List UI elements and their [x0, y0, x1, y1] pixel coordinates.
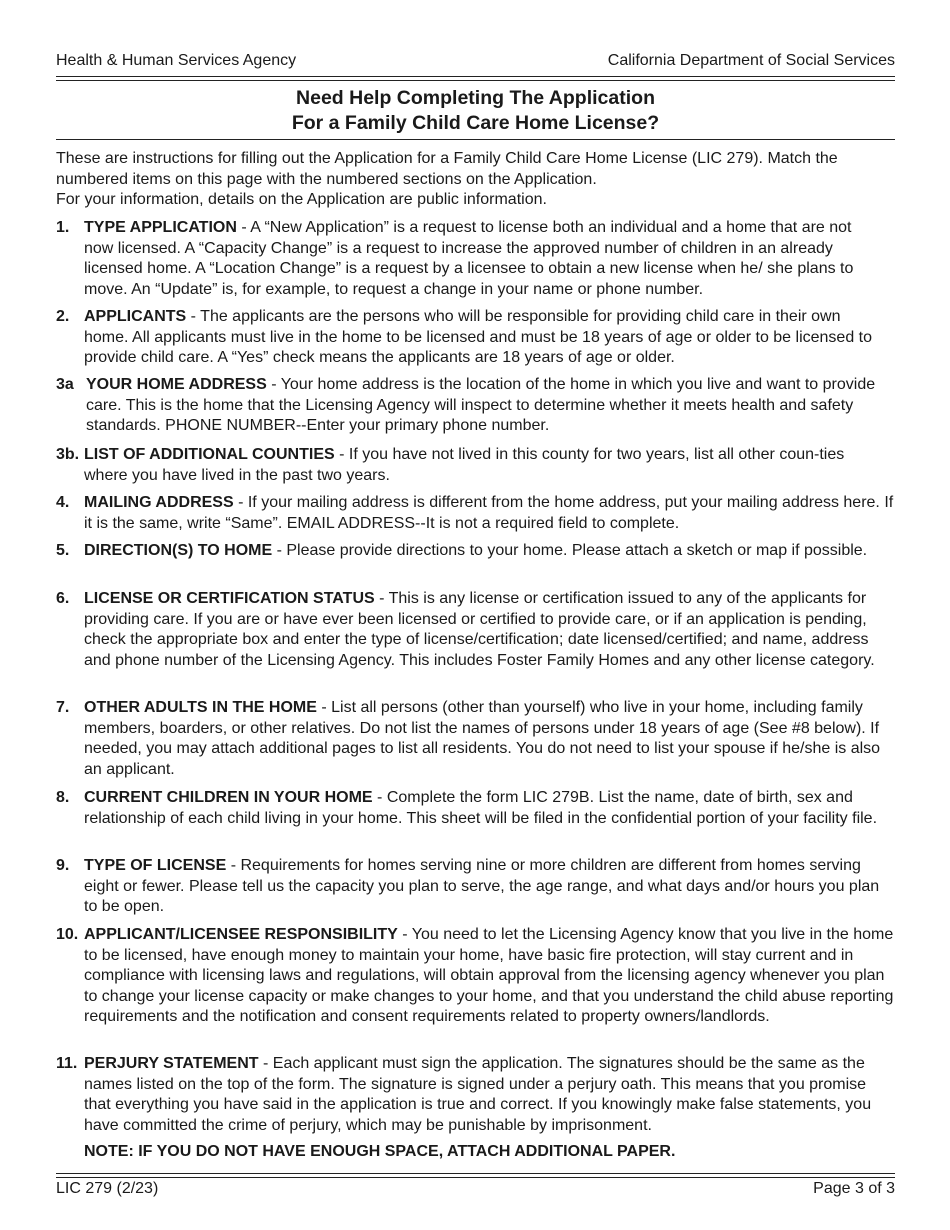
note-text: NOTE: IF YOU DO NOT HAVE ENOUGH SPACE, ATTACH ADDITIONAL PAPER.: [84, 1143, 676, 1160]
page-title: Need Help Completing The Application For a Family Child Care Home License?: [291, 87, 660, 134]
title-divider: [56, 139, 895, 140]
item-heading: APPLICANT/LICENSEE RESPONSIBILITY: [84, 926, 398, 943]
department-name: California Department of Social Services: [607, 52, 895, 69]
form-number: LIC 279 (2/23): [56, 1180, 159, 1197]
list-item: 11. PERJURY STATEMENT - Each applicant must sign the application. The signatures should be the same as the names listed on the top of the form. The signature is signed under a perjury oath. This means that you promise that everything you have said in the application is true and correct. If you knowingly make false statements, you have committed the crime of perjury, which may be punishable by imprisonment.: [56, 1055, 872, 1134]
intro-text: These are instructions for filling out the Application for a Family Child Care Home License (LIC 279). Match the numbered items on this page with the numbered sections on the Application. For your information, details on the Application are public information.: [56, 150, 838, 208]
footer-divider: [56, 1173, 895, 1178]
list-item: 7. OTHER ADULTS IN THE HOME - List all persons (other than yourself) who live in your home, including family members, boarders, or other relatives. Do not list the names of persons under 18 years of age (See #8 below). If needed, you may attach additional pages to list all residents. You do not need to list your spouse if he/she is also an applicant.: [56, 699, 881, 778]
list-item: 6. LICENSE OR CERTIFICATION STATUS - This is any license or certification issued to any of the applicants for providing care. If you are or have ever been licensed or certified to provide care, or if an application is pending, check the appropriate box and enter the type of license/certification; date licensed/certified; and name, address and phone number of the Licensing Agency. This includes Foster Family Homes and any other license category.: [56, 590, 875, 669]
list-item: 3b. LIST OF ADDITIONAL COUNTIES - If you have not lived in this county for two years, list all other coun-ties where you have lived in the past two years.: [56, 446, 845, 484]
list-item: 8. CURRENT CHILDREN IN YOUR HOME - Complete the form LIC 279B. List the name, date of birth, sex and relationship of each child living in your home. This sheet will be filed in the confidential portion of your facility file.: [56, 789, 878, 827]
item-heading: LICENSE OR CERTIFICATION STATUS: [84, 590, 375, 607]
item-heading: YOUR HOME ADDRESS: [86, 376, 267, 393]
list-item: 10. APPLICANT/LICENSEE RESPONSIBILITY - You need to let the Licensing Agency know that you live in the home to be licensed, have enough money to maintain your home, have basic fire protection, will stay current and in compliance with licensing laws and regulations, will obtain approval from the licensing agency whenever you plan to change your license capacity or make changes to your home, and that you understand the child abuse reporting requirements and the notification and consent requirements related to property owners/landlords.: [56, 926, 894, 1025]
agency-name: Health & Human Services Agency: [56, 52, 297, 69]
list-item: 4. MAILING ADDRESS - If your mailing address is different from the home address, put your mailing address here. If it is the same, write “Same”. EMAIL ADDRESS--It is not a required field to complete.: [56, 494, 894, 532]
page-header: [56, 52, 895, 70]
list-item: 2. APPLICANTS - The applicants are the persons who will be responsible for providing child care in their own home. All applicants must live in the home to be licensed and must be 18 years of age or older to be licensed to provide child care. A “Yes” check means the applicants are 18 years of age or older.: [56, 308, 873, 366]
list-item: 9. TYPE OF LICENSE - Requirements for homes serving nine or more children are different from homes serving eight or fewer. Please tell us the capacity you plan to serve, the age range, and what days and/or hours you plan to be open.: [56, 857, 880, 915]
page-number: Page 3 of 3: [813, 1180, 895, 1197]
list-item: 3a YOUR HOME ADDRESS - Your home address is the location of the home in which you live and want to provide care. This is the home that the Licensing Agency will inspect to determine whether it meets health and safety standards. PHONE NUMBER--Enter your primary phone number.: [56, 376, 876, 434]
item-heading: APPLICANTS: [84, 308, 187, 325]
item-heading: CURRENT CHILDREN IN YOUR HOME: [84, 789, 373, 806]
item-heading: TYPE OF LICENSE: [84, 857, 227, 874]
item-heading: TYPE APPLICATION: [84, 219, 237, 236]
item-heading: PERJURY STATEMENT: [84, 1055, 259, 1072]
list-item: 5. DIRECTION(S) TO HOME - Please provide directions to your home. Please attach a sketch or map if possible.: [56, 542, 868, 559]
item-heading: OTHER ADULTS IN THE HOME: [84, 699, 317, 716]
page-footer: [56, 1180, 895, 1198]
item-heading: MAILING ADDRESS: [84, 494, 234, 511]
header-divider: [56, 76, 895, 81]
list-item: 1. TYPE APPLICATION - A “New Application” is a request to license both an individual and a home that are not now licensed. A “Capacity Change” is a request to increase the approved number of children in an already licensed home. A “Location Change” is a request by a licensee to obtain a new license when he/ she plans to move. An “Update” is, for example, to request a change in your name or phone number.: [56, 219, 854, 298]
item-heading: LIST OF ADDITIONAL COUNTIES: [84, 446, 335, 463]
item-heading: DIRECTION(S) TO HOME: [84, 542, 273, 559]
